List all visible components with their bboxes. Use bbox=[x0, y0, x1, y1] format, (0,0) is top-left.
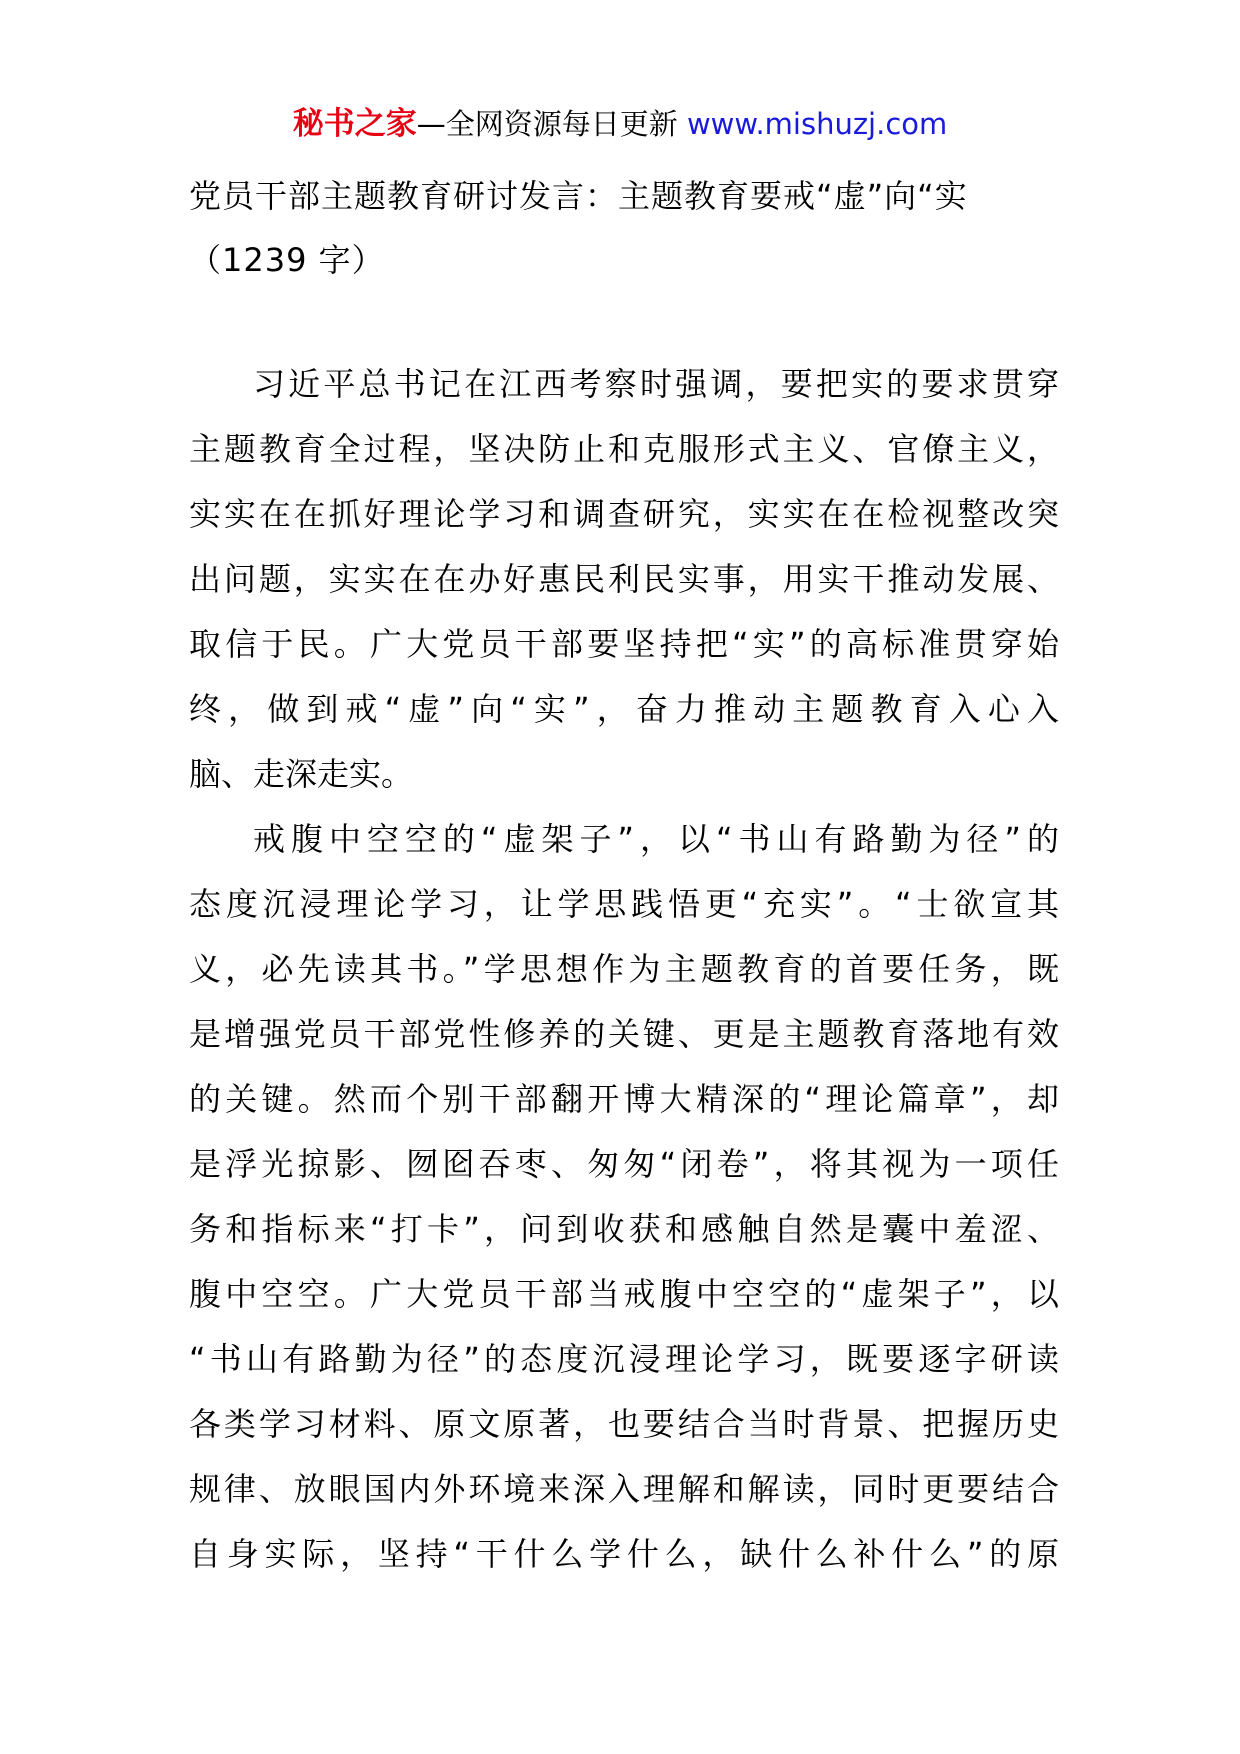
paragraph-line: 脑、走深走实。 bbox=[189, 755, 414, 793]
paragraph-line: 终，做到戒“虚”向“实”，奋力推动主题教育入心入 bbox=[189, 690, 1059, 728]
paragraph-line: 实实在在抓好理论学习和调查研究，实实在在检视整改突 bbox=[189, 495, 1059, 533]
paragraph-line: 戒腹中空空的“虚架子”，以“书山有路勤为径”的 bbox=[253, 820, 1059, 858]
paragraph-line: 取信于民。广大党员干部要坚持把“实”的高标准贯穿始 bbox=[189, 625, 1059, 663]
title-line-2: （1239 字） bbox=[189, 241, 385, 279]
site-header bbox=[0, 102, 1240, 146]
paragraph-line: 的关键。然而个别干部翻开博大精深的“理论篇章”，却 bbox=[189, 1080, 1059, 1118]
title-line-1: 党员干部主题教育研讨发言：主题教育要戒“虚”向“实 bbox=[189, 177, 968, 215]
paragraph-line: 习近平总书记在江西考察时强调，要把实的要求贯穿 bbox=[253, 365, 1059, 403]
document-title bbox=[189, 164, 1059, 292]
paragraph-line: 各类学习材料、原文原著，也要结合当时背景、把握历史 bbox=[189, 1405, 1059, 1443]
paragraph-1 bbox=[189, 352, 1059, 807]
paragraph-line: 态度沉浸理论学习，让学思践悟更“充实”。“士欲宣其 bbox=[189, 885, 1059, 923]
paragraph-line: 自身实际，坚持“干什么学什么，缺什么补什么”的原 bbox=[189, 1535, 1059, 1573]
paragraph-line: 是增强党员干部党性修养的关键、更是主题教育落地有效 bbox=[189, 1015, 1059, 1053]
paragraph-2 bbox=[189, 807, 1059, 1587]
paragraph-line: 腹中空空。广大党员干部当戒腹中空空的“虚架子”，以 bbox=[189, 1275, 1059, 1313]
paragraph-line: 务和指标来“打卡”，问到收获和感触自然是囊中羞涩、 bbox=[189, 1210, 1059, 1248]
site-tagline: —全网资源每日更新 bbox=[416, 107, 678, 141]
paragraph-line: 主题教育全过程，坚决防止和克服形式主义、官僚主义， bbox=[189, 430, 1059, 468]
paragraph-line: “书山有路勤为径”的态度沉浸理论学习，既要逐字研读 bbox=[189, 1340, 1059, 1378]
paragraph-line: 是浮光掠影、囫囵吞枣、匆匆“闭卷”，将其视为一项任 bbox=[189, 1145, 1059, 1183]
paragraph-line: 出问题，实实在在办好惠民利民实事，用实干推动发展、 bbox=[189, 560, 1059, 598]
document-body bbox=[189, 352, 1059, 1587]
paragraph-line: 规律、放眼国内外环境来深入理解和解读，同时更要结合 bbox=[189, 1470, 1059, 1508]
site-brand: 秘书之家 bbox=[292, 106, 417, 142]
site-url-link[interactable]: www.mishuzj.com bbox=[686, 107, 948, 141]
paragraph-line: 义，必先读其书。”学思想作为主题教育的首要任务，既 bbox=[189, 950, 1059, 988]
